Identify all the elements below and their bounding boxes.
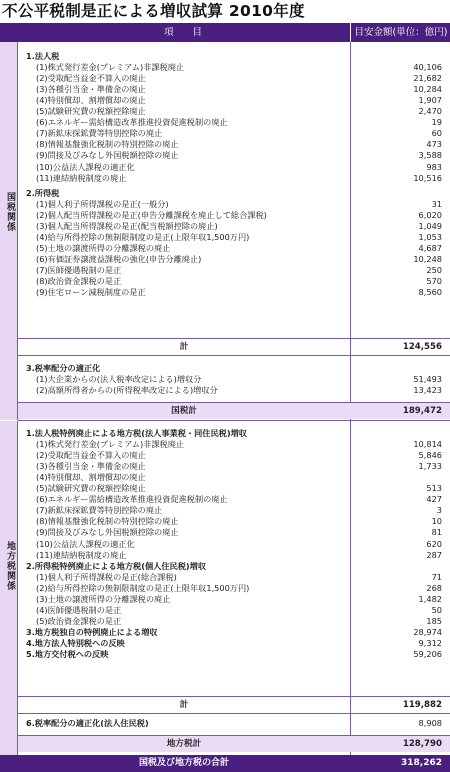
list-item [18,173,450,184]
national-total-label: 国税計 [171,406,197,416]
tax-table [0,23,450,772]
list-item [18,583,450,594]
list-item [18,73,450,84]
list-item [18,516,450,527]
row-divider [18,355,450,356]
list-item-value: 3,588 [418,150,442,161]
list-item [18,472,450,483]
list-item-label: (7)医師優遇税制の是正 [36,264,122,275]
list-item [18,150,450,161]
grand-total-row [0,755,450,772]
list-item-label: (7)新鉱床探鉱費等特別控除の廃止 [36,128,163,139]
list-item-value: 473 [426,139,442,150]
list-item-value: 268 [426,582,442,593]
list-item-label: (5)政治資金課税の是正 [36,615,122,626]
national-side-panel [0,42,18,420]
list-item-label: (2)個人配当所得課税の是正(申告分離課税を廃止して総合課税) [36,209,267,220]
local-subtotal-label: 計 [179,700,189,710]
list-item-label: (5)試験研究費の税額控除廃止 [36,106,146,117]
list-item [18,550,450,561]
list-item-value: 287 [426,549,442,560]
list-item [18,594,450,605]
list-item-label: (11)連結納税制度の廃止 [36,549,127,560]
list-item-value: 51,493 [413,374,442,385]
list-item-label: (2)受取配当益金不算入の廃止 [36,73,146,84]
list-item-label: (2)高額所得者からの(所得税率改定による)増収分 [36,385,218,396]
list-item [18,505,450,516]
list-item-label: (3)個人配当所得課税の是正(配当税額控除の廃止) [36,220,218,231]
national-total-value: 189,472 [402,406,442,416]
list-item [18,385,450,396]
list-item [18,84,450,95]
row-divider [18,713,450,714]
list-item-value: 250 [426,264,442,275]
list-item-label: (2)受取配当益金不算入の廃止 [36,450,146,461]
national-subtotal [18,339,450,355]
local-sec4-value: 9,312 [418,637,442,648]
list-item-label: (4)特別償却、割増償却の廃止 [36,472,146,483]
national-sec3-title-label: 3.税率配分の適正化 [26,363,101,373]
list-item [18,539,450,550]
list-item [18,494,450,505]
local-sec4-label: 4.地方法人特別税への反映 [26,637,125,648]
list-item [18,232,450,243]
list-item-label: (8)政治資金課税の是正 [36,276,122,286]
list-item-value: 1,049 [418,220,442,231]
local-total-value: 128,790 [402,739,442,749]
list-item-value: 1,482 [418,593,442,604]
local-sec5-label: 5.地方交付税への反映 [26,649,109,659]
list-item-value: 81 [431,527,442,538]
list-item-label: (6)有価証券譲渡益課税の強化(申告分離廃止) [36,253,202,264]
list-item-value: 10,516 [413,172,442,183]
local-sec1-title [18,428,450,439]
list-item-label: (6)エネルギー需給構造改革推進投資促進税制の廃止 [36,494,228,505]
list-item [18,605,450,616]
list-item-value: 50 [431,604,442,615]
national-sec3-title [18,363,450,374]
local-side-label: 地方税関係 [5,541,15,591]
list-item [18,265,450,276]
list-item-value: 10,248 [413,253,442,264]
local-sec6 [18,718,450,729]
list-item-label: (9)問接及びみなし外国税額控除の廃止 [36,150,179,161]
national-sec2-title-label: 2.所得税 [26,187,60,198]
page-title: 不公平税制是正による増収試算 2010年度 [2,2,305,20]
list-item-label: (1)株式発行差金(プレミアム)非課税廃止 [36,62,185,73]
local-sec3-label: 3.地方税独自の特例廃止による増収 [26,626,158,637]
list-item-value: 19 [431,117,442,128]
national-total [18,403,450,419]
row-divider [18,420,450,421]
list-item-label: (9)住宅ローン減税制度の是正 [36,287,146,298]
grand-total-value: 318,262 [401,758,442,768]
list-item-value: 10,284 [413,84,442,95]
list-item-label: (6)エネルギー需給構造改革推進投資促進税制の廃止 [36,117,228,128]
list-item [18,439,450,450]
list-item-label: (4)医師優遇税制の是正 [36,604,122,615]
list-item [18,117,450,128]
list-item-label: (4)給与所得控除の無制限制度の是正(上限年収1,500万円) [36,231,250,242]
list-item-value: 10,814 [413,439,442,450]
national-sec1-title [18,51,450,62]
list-item-value: 13,423 [413,385,442,396]
list-item-value: 983 [426,161,442,172]
national-subtotal-value: 124,556 [402,342,442,352]
list-item-value: 513 [426,483,442,494]
local-side-panel [0,421,18,755]
list-item-label: (2)給与所得控除の無制限制度の是正(上限年収1,500万円) [36,582,250,593]
list-item-label: (7)新鉱床探鉱費等特別控除の廃止 [36,505,163,516]
list-item [18,254,450,265]
local-total [18,736,450,752]
list-item-label: (1)大企業からの(法人税率改定による)増収分 [36,374,202,385]
list-item [18,210,450,221]
list-item [18,95,450,106]
list-item [18,616,450,627]
list-item-label: (8)情報基盤強化税制の特別控除の廃止 [36,516,179,527]
list-item-value: 8,560 [418,287,442,298]
list-item-value: 620 [426,538,442,549]
list-item-label: (4)特別償却、割増償却の廃止 [36,95,146,106]
list-item [18,572,450,583]
list-item-value: 4,687 [418,242,442,253]
list-item-label: (11)連結納税制度の廃止 [36,172,127,183]
list-item [18,139,450,150]
national-sec2-title [18,188,450,199]
local-sec5 [18,649,450,660]
list-item-value: 1,053 [418,231,442,242]
list-item-label: (10)公益法人課税の適正化 [36,161,135,172]
local-sec3 [18,627,450,638]
list-item-label: (3)土地の譲渡所得の分離課税の廃止 [36,593,171,604]
local-sec1-title-label: 1.法人税特例廃止による地方税(法人事業税・同住民税)増収 [26,428,247,438]
local-total-label: 地方税計 [166,739,202,749]
list-item [18,162,450,173]
local-sec6-label: 6.税率配分の適正化(法人住民税) [26,718,149,728]
list-item-label: (1)個人利子所得課税の是正(総合課税) [36,571,177,582]
list-item-value: 31 [431,198,442,209]
list-item-value: 1,733 [418,461,442,472]
header-amount: 目安金額(単位：億円) [350,23,450,42]
list-item-value: 21,682 [413,73,442,84]
list-item-label: (10)公益法人課税の適正化 [36,538,135,549]
list-item-value: 1,907 [418,95,442,106]
list-item [18,461,450,472]
local-subtotal-value: 119,882 [402,700,442,710]
list-item-label: (1)株式発行差金(プレミアム)非課税廃止 [36,439,185,450]
list-item [18,276,450,287]
header-item: 項 目 [163,27,202,38]
national-sec1-title-label: 1.法人税 [26,51,60,61]
national-side-label: 国税関係 [5,192,15,232]
local-subtotal [18,697,450,713]
list-item-label: (8)情報基盤強化税制の特別控除の廃止 [36,139,179,150]
list-item-value: 71 [431,571,442,582]
list-item-value: 2,470 [418,106,442,117]
list-item [18,243,450,254]
list-item-value: 3 [436,505,442,516]
list-item-value: 5,846 [418,450,442,461]
list-item [18,106,450,117]
list-item-label: (3)各種引当金・準備金の廃止 [36,461,146,472]
local-sec2-title [18,561,450,572]
list-item [18,287,450,298]
list-item-value: 427 [426,494,442,505]
list-item [18,128,450,139]
list-item [18,374,450,385]
local-sec2-title-label: 2.所得税特例廃止による地方税(個人住民税)増収 [26,560,207,571]
local-sec4 [18,638,450,649]
list-item [18,62,450,73]
list-item-value: 60 [431,128,442,139]
local-sec6-value: 8,908 [418,718,442,728]
list-item-value: 10 [431,516,442,527]
grand-total-label: 国税及び地方税の合計 [138,758,229,768]
list-item-label: (9)問接及びみなし外国税額控除の廃止 [36,527,179,538]
list-item [18,483,450,494]
national-subtotal-label: 計 [179,342,189,352]
table-header [0,23,450,42]
list-item-label: (3)各種引当金・準備金の廃止 [36,84,146,95]
list-item-value: 40,106 [413,62,442,73]
local-sec5-value: 59,206 [413,649,442,659]
local-sec3-value: 28,974 [413,626,442,637]
list-item [18,221,450,232]
list-item [18,527,450,538]
list-item-label: (1)個人利子所得課税の是正(一般分) [36,198,169,209]
list-item-label: (5)土地の譲渡所得の分離課税の廃止 [36,242,171,253]
list-item-label: (5)試験研究費の税額控除廃止 [36,483,146,494]
list-item [18,450,450,461]
list-item-value: 185 [426,615,442,626]
list-item-value: 6,020 [418,209,442,220]
list-item-value: 570 [426,276,442,286]
list-item [18,199,450,210]
